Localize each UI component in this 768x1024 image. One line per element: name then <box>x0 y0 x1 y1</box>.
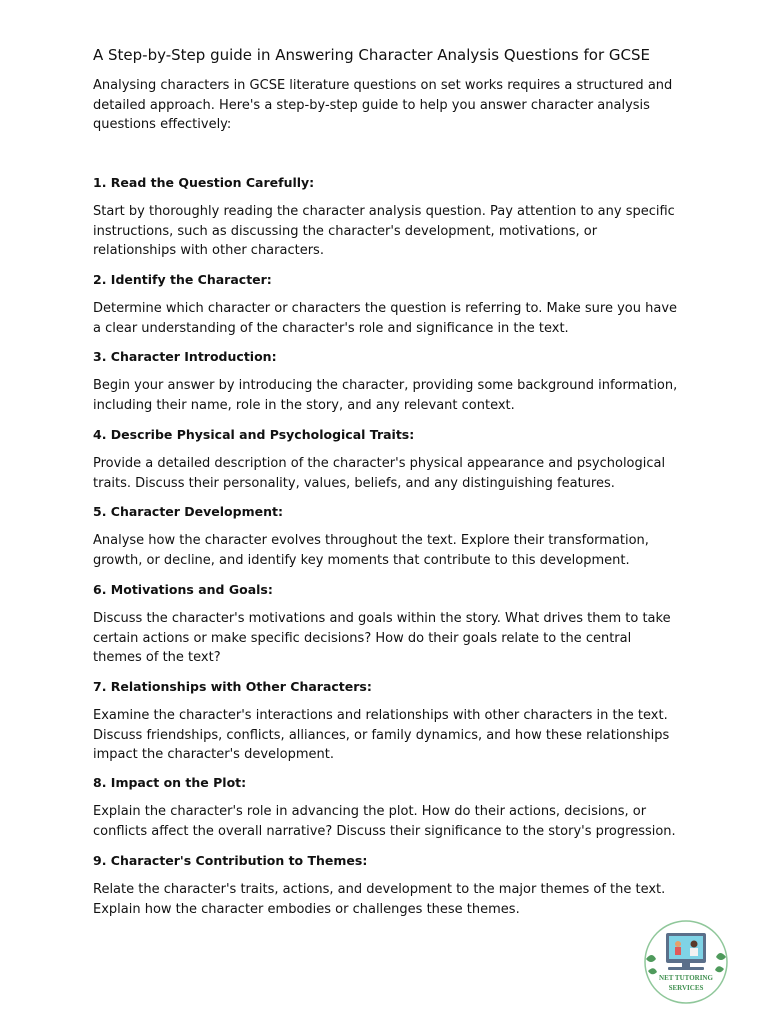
section-heading: 4. Describe Physical and Psychological Traits: <box>93 427 415 442</box>
section-heading: 7. Relationships with Other Characters: <box>93 679 372 694</box>
document-title: A Step-by-Step guide in Answering Character Analysis Questions for GCSE <box>93 46 650 64</box>
section-body: Start by thoroughly reading the character analysis question. Pay attention to any specific instructions, such as discussing the character's development, motivations, or relationships with other characters. <box>93 204 675 258</box>
section-heading: 8. Impact on the Plot: <box>93 775 247 790</box>
section-2 <box>93 270 683 338</box>
logo-graphic <box>640 919 732 1005</box>
leaf-icon <box>715 953 726 972</box>
monitor-stand <box>682 963 690 967</box>
section-body: Discuss the character's motivations and goals within the story. What drives them to take certain actions or make specific decisions? How do their goals relate to the central themes of the text? <box>93 611 671 665</box>
section-body: Relate the character's traits, actions, and development to the major themes of the text. Explain how the character embodies or challenges these themes. <box>93 882 666 917</box>
keyboard-icon <box>668 967 704 970</box>
section-6 <box>93 580 683 668</box>
logo-text-line1: NET TUTORING <box>659 974 713 982</box>
section-body: Explain the character's role in advancing the plot. How do their actions, decisions, or conflicts affect the overall narrative? Discuss their significance to the story's progression. <box>93 804 676 839</box>
section-body: Determine which character or characters the question is referring to. Make sure you have a clear understanding of the character's role and significance in the text. <box>93 301 678 336</box>
section-9 <box>93 851 683 919</box>
intro-paragraph: Analysing characters in GCSE literature questions on set works requires a structured and detailed approach. Here's a step-by-step guide to help you answer character analysis questions effectively: <box>93 78 673 132</box>
section-body: Analyse how the character evolves throughout the text. Explore their transformation, growth, or decline, and identify key moments that contribute to this development. <box>93 533 649 568</box>
student-body-icon <box>675 947 681 955</box>
tutor-body-icon <box>690 948 698 956</box>
section-heading: 2. Identify the Character: <box>93 272 272 287</box>
section-3 <box>93 347 683 415</box>
section-heading: 1. Read the Question Carefully: <box>93 175 315 190</box>
leaf-icon <box>646 955 657 974</box>
tutor-avatar-icon <box>691 941 698 948</box>
section-8 <box>93 773 683 841</box>
net-tutoring-logo <box>640 919 732 1005</box>
section-5 <box>93 502 683 570</box>
section-7 <box>93 677 683 765</box>
section-4 <box>93 425 683 493</box>
section-body: Examine the character's interactions and relationships with other characters in the text. Discuss friendships, conflicts, alliances, or family dynamics, and how these relationships impact the character's development. <box>93 708 670 762</box>
section-body: Provide a detailed description of the character's physical appearance and psychological traits. Discuss their personality, values, beliefs, and any distinguishing features. <box>93 456 666 491</box>
section-heading: 5. Character Development: <box>93 504 283 519</box>
section-1 <box>93 173 683 261</box>
section-heading: 6. Motivations and Goals: <box>93 582 273 597</box>
section-body: Begin your answer by introducing the character, providing some background information, including their name, role in the story, and any relevant context. <box>93 378 678 413</box>
logo-text-line2: SERVICES <box>668 984 704 992</box>
section-heading: 3. Character Introduction: <box>93 349 277 364</box>
section-heading: 9. Character's Contribution to Themes: <box>93 853 368 868</box>
student-avatar-icon <box>675 941 681 947</box>
